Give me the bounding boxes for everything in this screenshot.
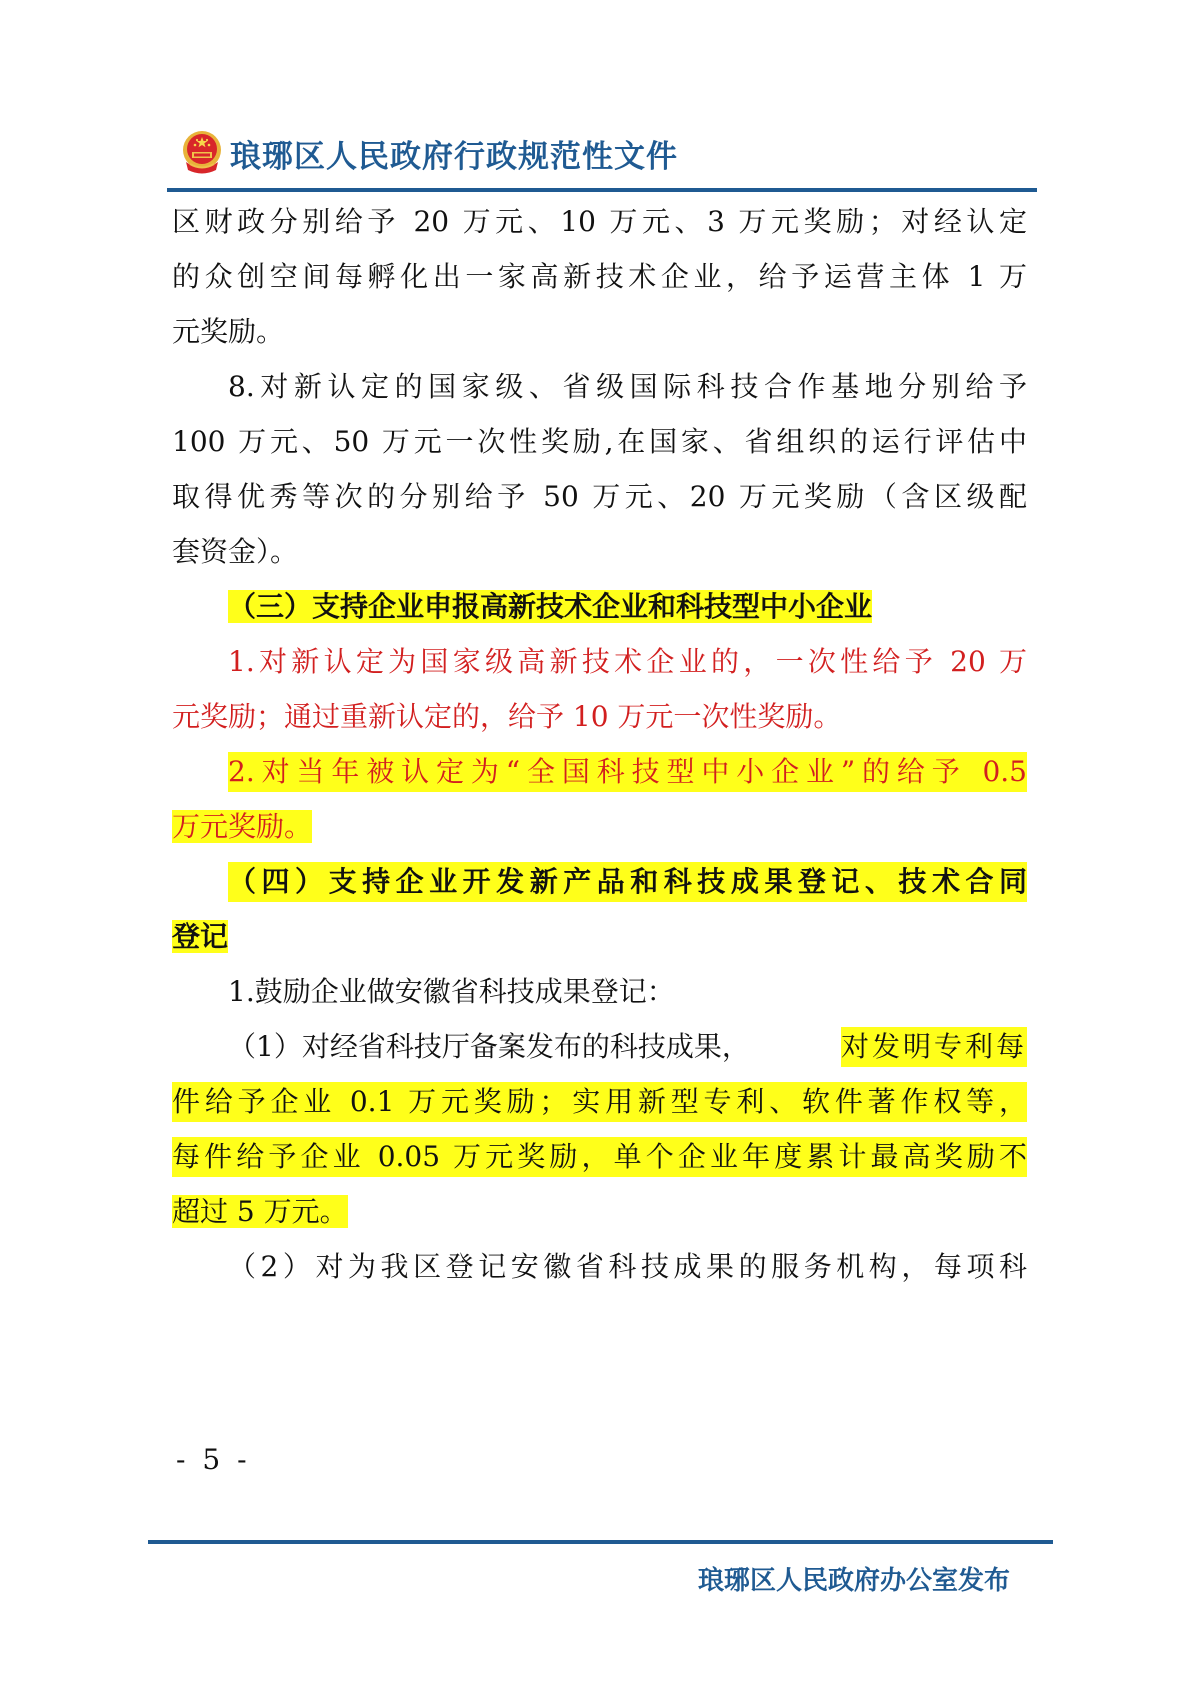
- body-line: 取得优秀等次的分别给予 50 万元、20 万元奖励（含区级配: [172, 480, 1027, 513]
- header-divider: [167, 188, 1037, 192]
- section-heading-4: （四）支持企业开发新产品和科技成果登记、技术合同: [228, 862, 1027, 902]
- body-line: 8.对新认定的国家级、省级国际科技合作基地分别给予: [228, 370, 1027, 403]
- section-heading-4-cont: 登记: [172, 920, 229, 953]
- body-line-red-highlighted: 2.对当年被认定为“全国科技型中小企业”的给予 0.5: [228, 752, 1027, 792]
- body-line-mixed: （1）对经省科技厅备案发布的科技成果， 对发明专利每: [228, 1027, 1027, 1067]
- body-line: 元奖励。: [172, 315, 285, 348]
- section-heading-3: [228, 587, 1027, 627]
- publisher-label: 琅琊区人民政府办公室发布: [697, 1566, 1010, 1596]
- body-line-red: 元奖励；通过重新认定的，给予 10 万元一次性奖励。: [172, 700, 842, 733]
- document-header: [180, 128, 678, 178]
- national-emblem-icon: [180, 130, 224, 176]
- body-line: 100 万元、50 万元一次性奖励,在国家、省组织的运行评估中: [172, 425, 1027, 458]
- page-number: - 5 -: [176, 1443, 251, 1476]
- body-line: （2）对为我区登记安徽省科技成果的服务机构，每项科: [228, 1250, 1027, 1283]
- body-line: 套资金）。: [172, 535, 299, 568]
- document-series-title: 琅琊区人民政府行政规范性文件: [230, 138, 678, 175]
- body-line-highlighted: 每件给予企业 0.05 万元奖励，单个企业年度累计最高奖励不: [172, 1137, 1027, 1177]
- highlighted-phrase: 对发明专利每: [841, 1027, 1027, 1067]
- body-line-highlighted: 超过 5 万元。: [172, 1195, 348, 1228]
- body-line: 1.鼓励企业做安徽省科技成果登记：: [228, 975, 675, 1008]
- body-line-highlighted: 件给予企业 0.1 万元奖励；实用新型专利、软件著作权等，: [172, 1082, 1027, 1122]
- body-line: 区财政分别给予 20 万元、10 万元、3 万元奖励；对经认定: [172, 205, 1027, 238]
- body-line-red: 1.对新认定为国家级高新技术企业的，一次性给予 20 万: [228, 645, 1027, 678]
- section-heading-text: （三）支持企业申报高新技术企业和科技型中小企业: [228, 590, 873, 623]
- body-line: 的众创空间每孵化出一家高新技术企业，给予运营主体 1 万: [172, 260, 1027, 293]
- body-line-red-highlighted: 万元奖励。: [172, 810, 313, 843]
- footer-divider: [148, 1540, 1053, 1544]
